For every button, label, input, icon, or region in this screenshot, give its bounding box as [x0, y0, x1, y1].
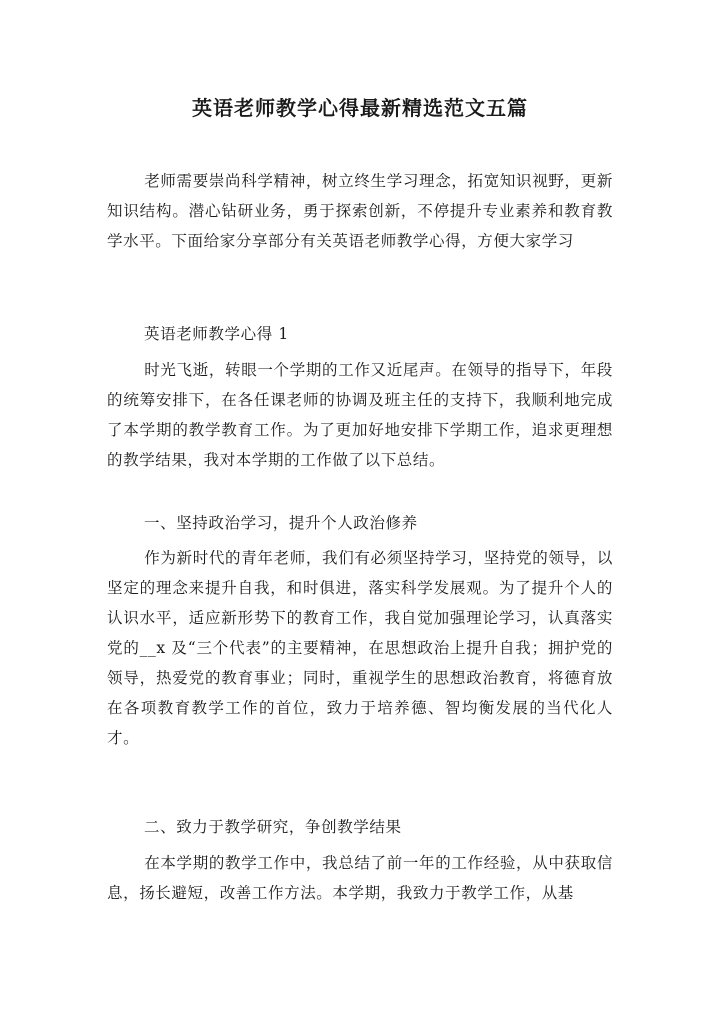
section-title: 英语老师教学心得 1 — [144, 325, 289, 343]
document-title: 英语老师教学心得最新精选范文五篇 — [192, 96, 528, 120]
body-paragraph: 作为新时代的青年老师，我们有必须坚持学习，坚持党的领导，以坚定的理念来提升自我，和时俱进，落实科学发展观。为了提升个人的认识水平，适应新形势下的教育工作，我自觉加强理论学习，认真落实党的__x 及“三个代表”的主要精神，在思想政治上提升自我；拥护党的领导，热爱党的教育事业；同时，重视学生的思想政治教育，将德育放在各项教育教学工作的首位，致力于培养德、智均衡发展的当代化人才。 — [107, 549, 613, 747]
body-paragraph: 在本学期的教学工作中，我总结了前一年的工作经验，从中获取信息，扬长避短，改善工作方法。本学期，我致力于教学工作，从基 — [107, 854, 613, 902]
body-paragraph: 时光飞逝，转眼一个学期的工作又近尾声。在领导的指导下，年段的统筹安排下，在各任课老师的协调及班主任的支持下，我顺利地完成了本学期的教学教育工作。为了更加好地安排下学期工作，追求更理想的教学结果，我对本学期的工作做了以下总结。 — [107, 361, 613, 469]
section-heading: 二、致力于教学研究，争创教学结果 — [144, 818, 402, 836]
intro-paragraph: 老师需要崇尚科学精神，树立终生学习理念，拓宽知识视野，更新知识结构。潜心钻研业务，勇于探索创新，不停提升专业素养和教育教学水平。下面给家分享部分有关英语老师教学心得，方便大家学习 — [107, 172, 613, 250]
section-heading: 一、坚持政治学习，提升个人政治修养 — [144, 514, 418, 532]
